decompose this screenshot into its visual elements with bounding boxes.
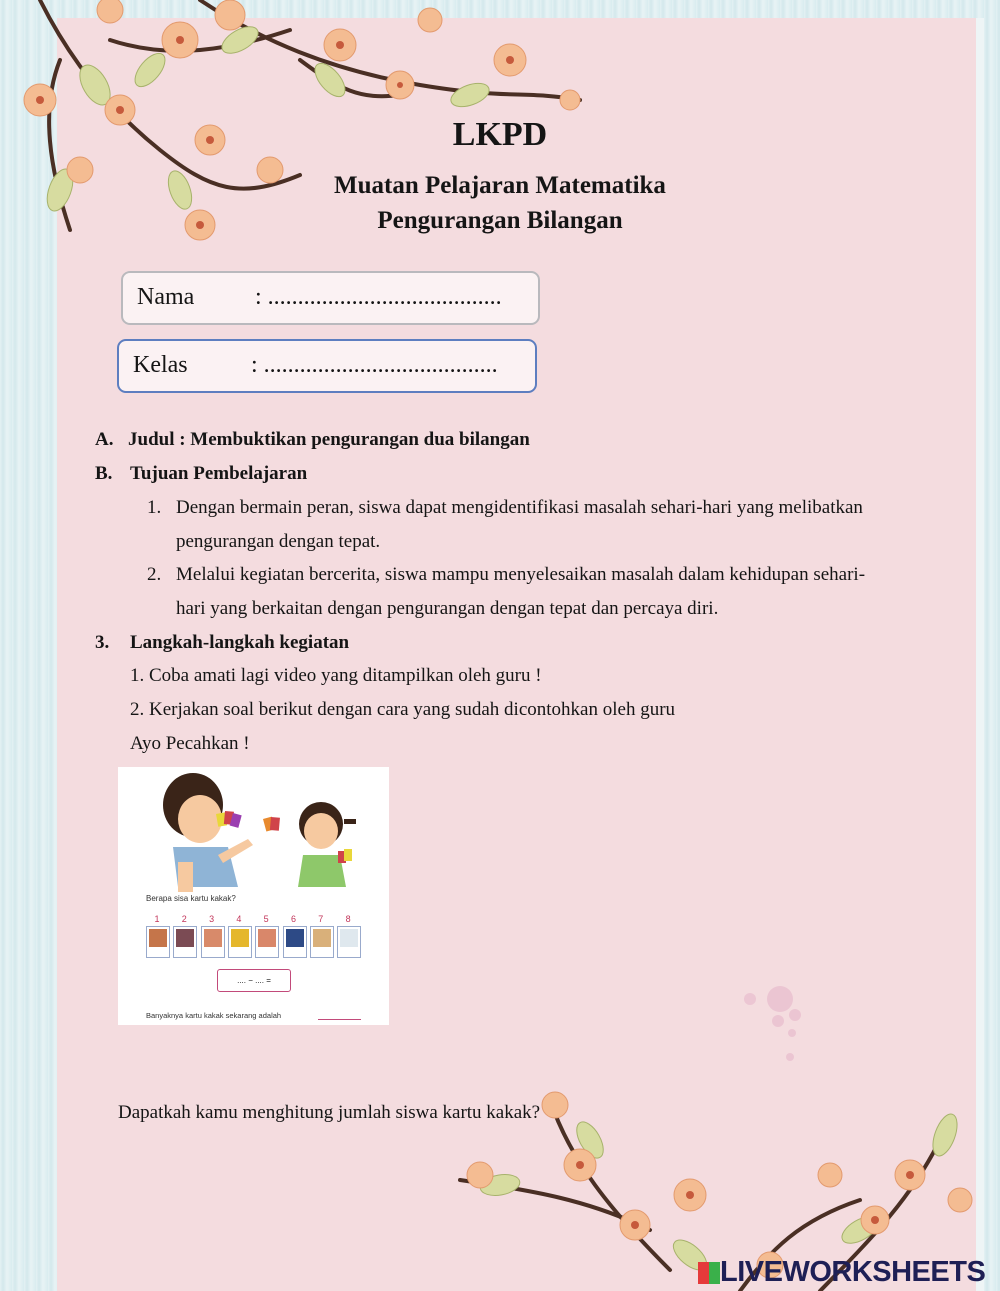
animal-card (255, 926, 279, 958)
class-blank[interactable]: : ....................................... (251, 352, 498, 378)
goal-1-number: 1. (147, 497, 162, 518)
animal-card (283, 926, 307, 958)
animal-picture-icon (149, 929, 167, 947)
page-subtitle-subject: Muatan Pelajaran Matematika (334, 172, 666, 199)
animal-card (146, 926, 170, 958)
card-number: 5 (263, 914, 269, 924)
animal-picture-icon (313, 929, 331, 947)
animal-card (310, 926, 334, 958)
card-number: 2 (181, 914, 187, 924)
animal-card (173, 926, 197, 958)
card-number: 3 (209, 914, 215, 924)
card-number: 6 (290, 914, 296, 924)
section-3-marker: 3. (95, 632, 110, 653)
class-field[interactable] (117, 339, 537, 393)
animal-picture-icon (204, 929, 222, 947)
animal-picture-icon (286, 929, 304, 947)
logo-text: LIVEWORKSHEETS (720, 1256, 986, 1288)
section-a-marker: A. (95, 429, 114, 450)
animal-card (201, 926, 225, 958)
goal-2-line1: Melalui kegiatan bercerita, siswa mampu menyelesaikan masalah dalam kehidupan sehari- (176, 564, 866, 585)
card-row (146, 914, 366, 959)
answer-line: Banyaknya kartu kakak sekarang adalah (146, 1011, 282, 1020)
prompt-text: Ayo Pecahkan ! (130, 733, 250, 754)
class-label: Kelas (133, 352, 188, 378)
animal-picture-icon (176, 929, 194, 947)
section-b-marker: B. (95, 463, 113, 484)
goal-1-line2: pengurangan dengan tepat. (176, 531, 381, 552)
goal-2-number: 2. (147, 564, 162, 585)
step-2: 2. Kerjakan soal berikut dengan cara yang sudah dicontohkan oleh guru (130, 699, 676, 720)
animal-card (337, 926, 361, 958)
name-field[interactable] (121, 271, 540, 325)
card-number: 8 (345, 914, 351, 924)
worksheet-image (118, 767, 389, 1025)
animal-card (228, 926, 252, 958)
step-1: 1. Coba amati lagi video yang ditampilkan oleh guru ! (130, 665, 542, 686)
equation-box: .... − .... = (217, 969, 291, 992)
animal-picture-icon (231, 929, 249, 947)
card-number: 1 (154, 914, 160, 924)
section-b-heading: Tujuan Pembelajaran (130, 463, 308, 484)
liveworksheets-logo (698, 1256, 985, 1289)
name-blank[interactable]: : ....................................... (255, 284, 502, 310)
section-a-title: Judul : Membuktikan pengurangan dua bilangan (128, 429, 530, 450)
worksheet-question: Berapa sisa kartu kakak? (146, 894, 236, 903)
goal-2-line2: hari yang berkaitan dengan pengurangan dengan tepat dan percaya diri. (176, 598, 719, 619)
card-number: 7 (318, 914, 324, 924)
section-3-heading: Langkah-langkah kegiatan (130, 632, 350, 653)
name-label: Nama (137, 284, 195, 310)
logo-squares-icon (698, 1262, 720, 1284)
answer-underline (318, 1019, 361, 1020)
page-subtitle-topic: Pengurangan Bilangan (377, 207, 623, 234)
animal-picture-icon (340, 929, 358, 947)
animal-picture-icon (258, 929, 276, 947)
faded-petal-mark-icon (740, 985, 810, 1065)
card-number: 4 (236, 914, 242, 924)
page-title: LKPD (452, 116, 548, 153)
goal-1-line1: Dengan bermain peran, siswa dapat mengidentifikasi masalah sehari-hari yang melibatkan (176, 497, 863, 518)
closing-question: Dapatkah kamu menghitung jumlah siswa kartu kakak? (118, 1102, 541, 1123)
